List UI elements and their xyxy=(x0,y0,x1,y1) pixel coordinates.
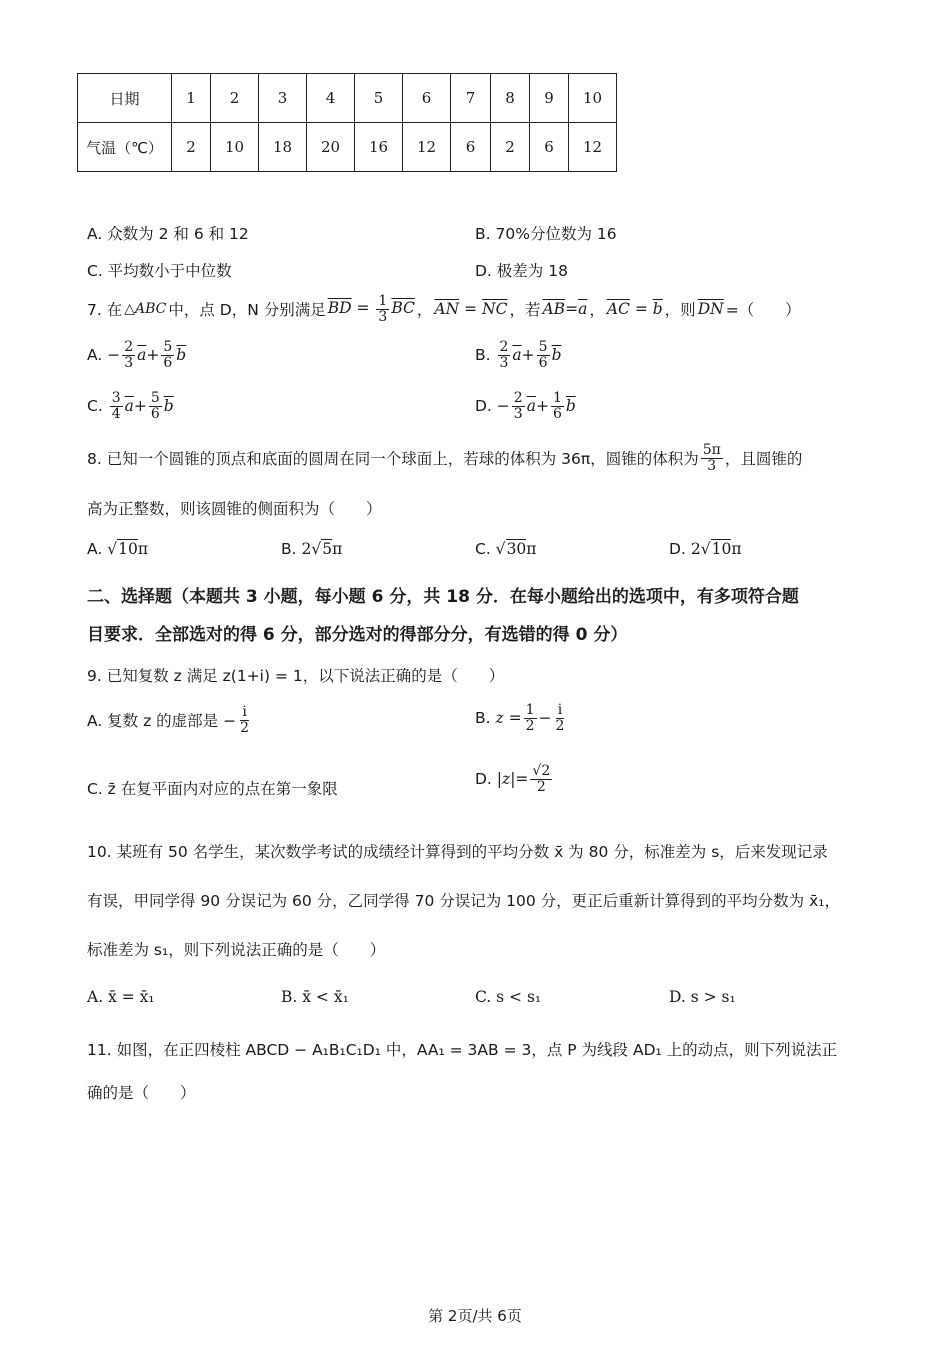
q8-option-d: D. 2√10π xyxy=(669,540,742,558)
q10-stem-line2: 有误，甲同学得 90 分误记为 60 分，乙同学得 70 分误记为 100 分，更正后重新计算得到的平均分数为 x̄₁， xyxy=(87,892,840,910)
page-footer: 第 2页/共 6页 xyxy=(428,1307,522,1325)
q9-option-c: C. z̄ 在复平面内对应的点在第一象限 xyxy=(87,780,338,798)
q7-stem-text: ， xyxy=(416,301,433,320)
option-value: 10 xyxy=(118,540,138,558)
q8-stem-text: ，且圆锥的 xyxy=(724,450,803,469)
q7-dn: $\overline{DN}$ xyxy=(697,300,724,319)
q8-stem-text: 8. 已知一个圆锥的顶点和底面的圆周在同一个球面上，若球的体积为 36π，圆锥的体积为 xyxy=(87,450,699,469)
q7-stem xyxy=(87,294,801,324)
q10-stem-line1: 10. 某班有 50 名学生，某次数学考试的成绩经计算得到的平均分数 x̄ 为 80 分，标准差为 s，后来发现记录 xyxy=(87,843,828,861)
q7-stem-text: ，若 xyxy=(509,301,541,320)
q7-bd-expr: $\overline{BD}$ = $\frac{1}{3}$ $\overline{BC}$ xyxy=(327,293,415,325)
q8-stem-line2: 高为正整数，则该圆锥的侧面积为（ ） xyxy=(87,500,382,518)
q7-ac-expr: $\overline{AC} = \overline{b}$ xyxy=(606,300,663,319)
q11-stem-line2: 确的是（ ） xyxy=(87,1084,196,1102)
q7-stem-text: ，则 xyxy=(664,301,696,320)
option-value: 5 xyxy=(322,540,333,558)
option-label: B. xyxy=(475,709,491,728)
table-cell: 18 xyxy=(259,123,307,172)
option-label: B. xyxy=(475,346,491,365)
table-cell: 5 xyxy=(355,74,403,123)
option-label: A. xyxy=(87,540,103,558)
q10-option-d: D. s > s₁ xyxy=(669,988,736,1006)
option-label: B. xyxy=(281,540,297,558)
q7-stem-text: 7. 在 xyxy=(87,301,123,320)
q10-option-b: B. x̄ < x̄₁ xyxy=(281,988,349,1006)
q9-option-b: B. z = $\frac{1}{2}$ − $\frac{i}{2}$ xyxy=(475,702,565,734)
q8-stem xyxy=(87,443,802,473)
option-value: 2 xyxy=(301,540,312,558)
q10-option-a: A. x̄ = x̄₁ xyxy=(87,988,155,1006)
table-cell: 8 xyxy=(491,74,530,123)
q7-option-b: B. $\frac{2}{3}$ $\overline{a}$ + $\frac{5}{6}$ $\overline{b}$ xyxy=(475,339,562,371)
pi-symbol: π xyxy=(332,540,343,558)
table-header-date: 日期 xyxy=(78,74,172,123)
option-value: 10 xyxy=(711,540,732,558)
q7-option-c: C. $\frac{3}{4}$ $\overline{a}$ + $\frac{5}{6}$ $\overline{b}$ xyxy=(87,390,174,422)
q10-stem-line3: 标准差为 s₁，则下列说法正确的是（ ） xyxy=(87,941,386,959)
table-cell: 16 xyxy=(355,123,403,172)
option-value: 2 xyxy=(690,540,701,558)
table-row-temp xyxy=(78,123,617,172)
table-cell: 10 xyxy=(211,123,259,172)
section-heading: 二、选择题（本题共 3 小题，每小题 6 分，共 18 分．在每小题给出的选项中，有多项符合题 xyxy=(87,587,799,607)
table-cell: 9 xyxy=(530,74,569,123)
table-cell: 2 xyxy=(491,123,530,172)
table-cell: 12 xyxy=(403,123,451,172)
temperature-table xyxy=(77,73,617,172)
q10-option-c: C. s < s₁ xyxy=(475,988,542,1006)
option-label: D. xyxy=(475,397,492,416)
q6-option-a: A. 众数为 2 和 6 和 12 xyxy=(87,225,249,243)
table-cell: 6 xyxy=(530,123,569,172)
q7-ab-expr: $\overline{AB}=\overline{a}$ xyxy=(542,300,588,319)
table-cell: 7 xyxy=(451,74,491,123)
q7-stem-text: ， xyxy=(589,301,605,320)
q6-option-b: B. 70%分位数为 16 xyxy=(475,225,617,243)
section-heading-line2: 目要求．全部选对的得 6 分，部分选对的得部分分，有选错的得 0 分） xyxy=(87,625,628,645)
q8-option-b: B. 2√5π xyxy=(281,540,343,558)
q8-cone-volume: $\frac{5\pi}{3}$ xyxy=(702,442,721,474)
q11-stem-line1: 11. 如图，在正四棱柱 ABCD − A₁B₁C₁D₁ 中，AA₁ = 3AB = 3，点 P 为线段 AD₁ 上的动点，则下列说法正 xyxy=(87,1041,838,1059)
table-cell: 6 xyxy=(403,74,451,123)
q8-option-a: A. √10π xyxy=(87,540,148,558)
table-cell: 6 xyxy=(451,123,491,172)
table-header-temp: 气温（℃） xyxy=(78,123,172,172)
table-cell: 20 xyxy=(307,123,355,172)
table-row-date xyxy=(78,74,617,123)
pi-symbol: π xyxy=(526,540,537,558)
table-cell: 10 xyxy=(569,74,617,123)
q7-paren: =（ ） xyxy=(725,301,801,320)
q7-option-a: A. − $\frac{2}{3}$ $\overline{a}$ + $\frac{5}{6}$ $\overline{b}$ xyxy=(87,339,187,371)
option-value: 30 xyxy=(506,540,527,558)
q9-option-a: A. 复数 z 的虚部是 − $\frac{i}{2}$ xyxy=(87,704,250,736)
option-label: A. xyxy=(87,346,103,365)
q6-option-d: D. 极差为 18 xyxy=(475,262,568,280)
table-cell: 1 xyxy=(172,74,211,123)
option-label: C. xyxy=(475,540,491,558)
option-label: C. xyxy=(87,397,103,416)
q6-option-c: C. 平均数小于中位数 xyxy=(87,262,232,280)
q7-option-d: D. − $\frac{2}{3}$ $\overline{a}$ + $\frac{1}{6}$ $\overline{b}$ xyxy=(475,390,576,422)
q7-triangle: △ABC xyxy=(124,301,167,318)
option-label: D. xyxy=(669,540,686,558)
table-cell: 4 xyxy=(307,74,355,123)
pi-symbol: π xyxy=(731,540,742,558)
pi-symbol: π xyxy=(137,540,148,558)
table-cell: 3 xyxy=(259,74,307,123)
option-label: D. xyxy=(475,770,492,789)
q7-an-expr: $\overline{AN} = \overline{NC}$ xyxy=(434,300,508,319)
q9-stem: 9. 已知复数 z 满足 z(1+i) = 1，以下说法正确的是（ ） xyxy=(87,667,505,685)
q9-option-d: D. | z |= $\frac{√2}{2}$ xyxy=(475,763,551,795)
table-cell: 2 xyxy=(211,74,259,123)
q8-option-c: C. √30π xyxy=(475,540,537,558)
table-cell: 2 xyxy=(172,123,211,172)
q7-stem-text: 中，点 D，N 分别满足 xyxy=(168,301,326,320)
table-cell: 12 xyxy=(569,123,617,172)
option-text: A. 复数 z 的虚部是 − xyxy=(87,712,237,731)
